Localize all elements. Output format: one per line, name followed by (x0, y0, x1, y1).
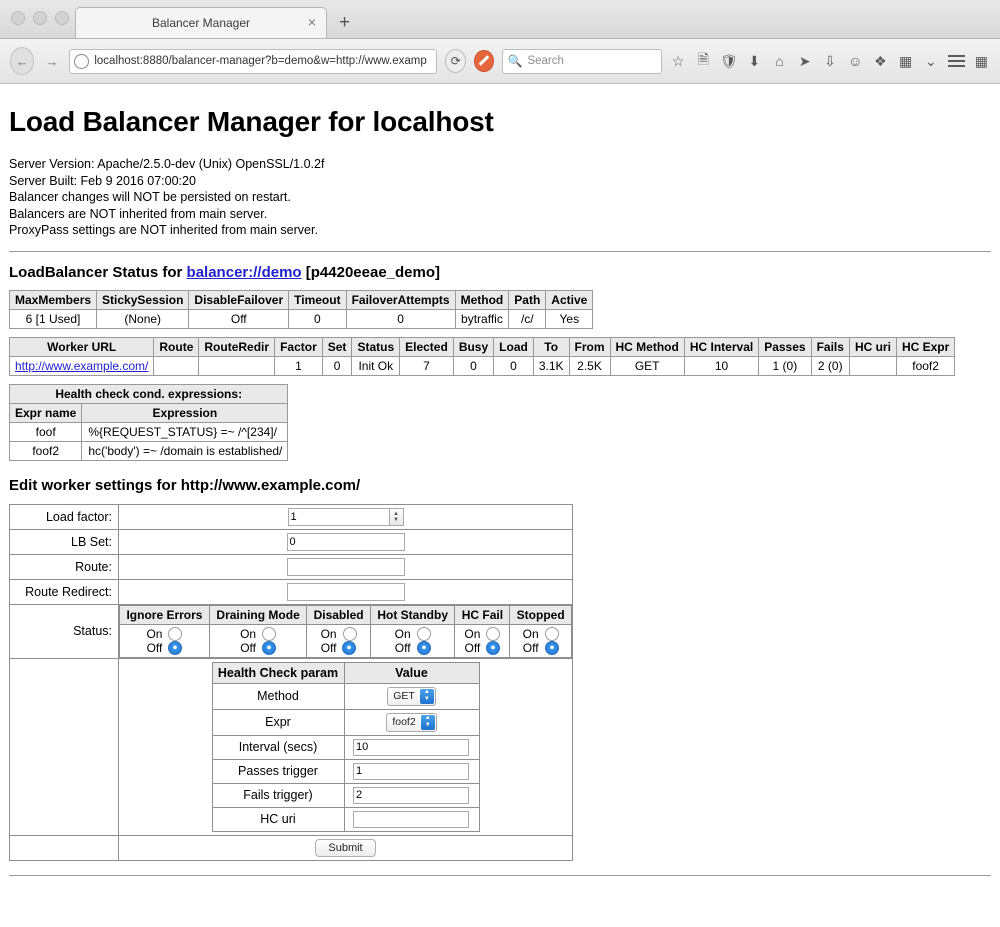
back-button[interactable]: ← (10, 47, 34, 75)
hc-param-fails-label: Fails trigger) (212, 783, 344, 807)
balancer-status-heading (9, 264, 991, 281)
table-row (212, 683, 479, 709)
hc-param-method-cell (344, 683, 479, 709)
td-maxmembers: 6 [1 Used] (10, 309, 97, 328)
load-factor-spinner-icon[interactable]: ▲ ▼ (390, 508, 404, 526)
th-hc-method: HC Method (610, 337, 684, 356)
th-failoverattempts: FailoverAttempts (346, 290, 455, 309)
th-hc-fail: HC Fail (455, 605, 510, 624)
address-bar[interactable] (69, 49, 437, 74)
balancer-table-header-row (10, 290, 593, 309)
hc-fail-on-radio[interactable] (486, 627, 500, 641)
hc-param-passes-cell (344, 759, 479, 783)
inherit-note: Balancers are NOT inherited from main server. (9, 206, 268, 221)
status-cell-hc-fail (455, 624, 510, 657)
draining-mode-on-radio[interactable] (262, 627, 276, 641)
td-hc-interval: 10 (684, 356, 758, 375)
draining-mode-off-radio[interactable] (262, 641, 276, 655)
reader-view-icon[interactable]: 🗎 (697, 51, 709, 67)
bookmark-star-icon[interactable]: ☆ (671, 52, 685, 69)
balancer-heading-prefix: LoadBalancer Status for (9, 263, 187, 281)
th-hot-standby: Hot Standby (370, 605, 455, 624)
ignore-errors-on-row[interactable] (126, 627, 203, 641)
th-path: Path (509, 290, 546, 309)
table-row (212, 783, 479, 807)
th-busy: Busy (453, 337, 493, 356)
submit-spacer-cell (10, 835, 119, 860)
hc-fail-on-row[interactable] (461, 627, 503, 641)
load-factor-label: Load factor: (10, 504, 119, 529)
load-factor-stepper[interactable] (288, 508, 404, 526)
server-built: Server Built: Feb 9 2016 07:00:20 (9, 173, 196, 188)
form-row-submit (10, 835, 573, 860)
table-row (212, 735, 479, 759)
table-row (10, 356, 955, 375)
search-input[interactable] (502, 49, 662, 74)
td-expression-foof2: hc('body') =~ /domain is established/ (82, 441, 288, 460)
hc-param-method-label: Method (212, 683, 344, 709)
hot-standby-off-row[interactable] (377, 641, 449, 655)
form-row-healthcheck (10, 658, 573, 835)
submit-cell (119, 835, 573, 860)
td-factor: 1 (275, 356, 323, 375)
hc-expr-value: foof2 (392, 716, 416, 728)
hc-passes-input[interactable] (353, 763, 469, 780)
status-cell-stopped (510, 624, 572, 657)
browser-toolbar (0, 39, 1000, 84)
td-expression-foof: %{REQUEST_STATUS} =~ /^[234]/ (82, 422, 288, 441)
route-redirect-label: Route Redirect: (10, 579, 119, 604)
table-row (212, 709, 479, 735)
edit-worker-form (9, 504, 573, 861)
td-expr-name-foof: foof (10, 422, 82, 441)
hc-interval-input[interactable] (353, 739, 469, 756)
healthcheck-expressions-table (9, 384, 288, 461)
close-window-button[interactable] (11, 11, 25, 25)
route-label: Route: (10, 554, 119, 579)
hc-fail-off-row[interactable] (461, 641, 503, 655)
th-maxmembers: MaxMembers (10, 290, 97, 309)
tab-strip (75, 0, 350, 38)
overflow-chevron-icon[interactable]: ⌄ (925, 52, 937, 69)
bottom-divider (9, 875, 991, 876)
route-cell (119, 554, 573, 579)
load-factor-cell (119, 504, 573, 529)
page-title: Load Balancer Manager for localhost (9, 106, 494, 137)
th-hc-value: Value (344, 662, 479, 683)
grid-icon[interactable]: ▦ (974, 52, 988, 69)
stopped-on-radio[interactable] (545, 627, 559, 641)
status-cell-disabled (307, 624, 371, 657)
status-radio-row (120, 624, 572, 657)
th-timeout: Timeout (289, 290, 346, 309)
hc-param-header-row (212, 662, 479, 683)
th-hc-interval: HC Interval (684, 337, 758, 356)
hc-fail-on-label: On (464, 626, 481, 641)
route-input[interactable] (287, 558, 405, 576)
status-header-row (120, 605, 572, 624)
th-stickysession: StickySession (97, 290, 189, 309)
server-info (9, 156, 991, 239)
td-timeout: 0 (289, 309, 346, 328)
hc-param-interval-cell (344, 735, 479, 759)
address-bar-text: localhost:8880/balancer-manager?b=demo&w=http://www.examp (94, 55, 427, 67)
page-content (0, 106, 1000, 876)
minimize-window-button[interactable] (33, 11, 47, 25)
hc-param-uri-label: HC uri (212, 807, 344, 831)
td-set: 0 (322, 356, 352, 375)
pocket-icon[interactable]: ⇩ (824, 52, 836, 69)
th-draining-mode: Draining Mode (209, 605, 306, 624)
balancer-table (9, 290, 593, 329)
worker-table-header-row (10, 337, 955, 356)
th-passes: Passes (759, 337, 811, 356)
reload-button[interactable]: ⟳ (445, 49, 466, 73)
hc-param-expr-label: Expr (212, 709, 344, 735)
th-route: Route (154, 337, 199, 356)
th-elected: Elected (400, 337, 454, 356)
status-label: Status: (10, 604, 119, 658)
draining-mode-off-label: Off (240, 640, 256, 655)
th-disablefailover: DisableFailover (189, 290, 289, 309)
hc-spacer-cell (10, 658, 119, 835)
td-route (154, 356, 199, 375)
stopped-off-row[interactable] (516, 641, 565, 655)
route-redirect-cell (119, 579, 573, 604)
th-fails: Fails (811, 337, 849, 356)
th-load: Load (494, 337, 534, 356)
stopped-on-row[interactable] (516, 627, 565, 641)
proxypass-note: ProxyPass settings are NOT inherited from main server. (9, 223, 318, 237)
submit-button[interactable]: Submit (315, 839, 375, 857)
chevron-updown-icon[interactable]: ▲ ▼ (421, 715, 435, 730)
form-row-lb-set (10, 529, 573, 554)
extension-icon[interactable]: ❖ (874, 52, 887, 69)
th-from: From (569, 337, 610, 356)
balancer-heading-suffix: [p4420eeae_demo] (301, 263, 440, 281)
stopped-off-label: Off (522, 640, 539, 655)
hc-method-select[interactable] (387, 687, 436, 706)
edit-worker-heading: Edit worker settings for http://www.example.com/ (9, 476, 361, 494)
td-routeredir (199, 356, 275, 375)
td-failoverattempts: 0 (346, 309, 455, 328)
draining-mode-off-row[interactable] (216, 641, 300, 655)
hot-standby-on-row[interactable] (377, 627, 449, 641)
td-to: 3.1K (533, 356, 569, 375)
th-active: Active (546, 290, 593, 309)
server-version: Server Version: Apache/2.5.0-dev (Unix) OpenSSL/1.0.2f (9, 157, 325, 171)
td-passes: 1 (0) (759, 356, 811, 375)
draining-mode-on-label: On (240, 626, 257, 641)
draining-mode-on-row[interactable] (216, 627, 300, 641)
td-load: 0 (494, 356, 534, 375)
library-icon[interactable]: ▦ (899, 52, 913, 69)
disabled-on-label: On (320, 626, 337, 641)
form-row-route (10, 554, 573, 579)
th-worker-url: Worker URL (10, 337, 154, 356)
worker-url-link[interactable]: http://www.example.com/ (15, 358, 149, 373)
form-row-load-factor (10, 504, 573, 529)
td-hc-method: GET (610, 356, 684, 375)
persist-note: Balancer changes will NOT be persisted on restart. (9, 190, 291, 204)
maximize-window-button[interactable] (55, 11, 69, 25)
tab-balancer-manager[interactable] (75, 7, 327, 38)
ignore-errors-on-radio[interactable] (168, 627, 182, 641)
chevron-updown-icon[interactable]: ▲ ▼ (420, 689, 434, 704)
th-method: Method (455, 290, 509, 309)
stopped-off-radio[interactable] (545, 641, 559, 655)
table-row (10, 441, 288, 460)
new-tab-button[interactable]: + (339, 12, 351, 33)
hc-param-uri-cell (344, 807, 479, 831)
td-path: /c/ (509, 309, 546, 328)
hc-fails-input[interactable] (353, 787, 469, 804)
ignore-errors-off-radio[interactable] (168, 641, 182, 655)
worker-table (9, 337, 955, 376)
th-expression: Expression (82, 403, 288, 422)
globe-icon (74, 54, 89, 69)
th-to: To (533, 337, 569, 356)
table-row (212, 807, 479, 831)
td-from: 2.5K (569, 356, 610, 375)
table-row (10, 309, 593, 328)
shield-icon[interactable]: 🛡 (719, 52, 738, 69)
window-controls[interactable] (11, 11, 69, 25)
th-status: Status (352, 337, 400, 356)
hot-standby-on-label: On (394, 626, 411, 641)
hc-param-passes-label: Passes trigger (212, 759, 344, 783)
td-active: Yes (546, 309, 593, 328)
disabled-on-radio[interactable] (343, 627, 357, 641)
send-icon[interactable]: ➤ (798, 52, 811, 69)
th-expr-name: Expr name (10, 403, 82, 422)
td-hc-expr: foof2 (896, 356, 954, 375)
load-factor-input[interactable] (288, 508, 390, 526)
hc-param-expr-cell (344, 709, 479, 735)
menu-icon[interactable] (947, 51, 964, 71)
hot-standby-off-radio[interactable] (417, 641, 431, 655)
smiley-icon[interactable]: ☺ (848, 53, 863, 69)
home-icon[interactable]: ⌂ (775, 53, 784, 69)
status-cell-ignore-errors (120, 624, 210, 657)
th-hc-param: Health Check param (212, 662, 344, 683)
th-stopped: Stopped (510, 605, 572, 624)
hc-header-row (10, 403, 288, 422)
lb-set-cell (119, 529, 573, 554)
status-cell-draining-mode (209, 624, 306, 657)
td-worker-url (10, 356, 154, 375)
td-expr-name-foof2: foof2 (10, 441, 82, 460)
disabled-off-radio[interactable] (342, 641, 356, 655)
tab-title: Balancer Manager (151, 16, 251, 30)
form-row-status (10, 604, 573, 658)
hc-caption-row (10, 384, 288, 403)
th-set: Set (322, 337, 352, 356)
browser-titlebar (0, 0, 1000, 39)
disabled-off-label: Off (320, 640, 337, 655)
block-icon[interactable] (474, 50, 493, 72)
stopped-on-label: On (522, 626, 539, 641)
td-status: Init Ok (352, 356, 400, 375)
route-redirect-input[interactable] (287, 583, 405, 601)
divider (9, 251, 991, 252)
disabled-off-row[interactable] (313, 641, 364, 655)
td-fails: 2 (0) (811, 356, 849, 375)
disabled-on-row[interactable] (313, 627, 364, 641)
table-row (212, 759, 479, 783)
td-disablefailover: Off (189, 309, 289, 328)
lb-set-label: LB Set: (10, 529, 119, 554)
hc-param-fails-cell (344, 783, 479, 807)
status-table (119, 605, 572, 658)
hc-fail-off-label: Off (464, 640, 481, 655)
hc-expr-select[interactable] (386, 713, 436, 732)
th-factor: Factor (275, 337, 323, 356)
th-disabled: Disabled (307, 605, 371, 624)
td-method: bytraffic (455, 309, 509, 328)
ignore-errors-on-label: On (146, 626, 163, 641)
search-placeholder: Search (527, 55, 564, 67)
hot-standby-on-radio[interactable] (417, 627, 431, 641)
balancer-link[interactable]: balancer://demo (186, 263, 302, 281)
forward-button[interactable]: → (45, 53, 59, 69)
tab-close-icon[interactable]: × (307, 14, 316, 30)
search-icon: 🔍 (507, 54, 523, 68)
hc-params-cell (119, 658, 573, 835)
hc-param-interval-label: Interval (secs) (212, 735, 344, 759)
hc-method-value: GET (393, 690, 415, 702)
hc-uri-input[interactable] (353, 811, 469, 828)
status-cell-hot-standby (370, 624, 455, 657)
table-row (10, 422, 288, 441)
hc-fail-off-radio[interactable] (486, 641, 500, 655)
td-busy: 0 (453, 356, 493, 375)
th-hc-expr: HC Expr (896, 337, 954, 356)
form-row-route-redirect (10, 579, 573, 604)
th-hc-uri: HC uri (849, 337, 896, 356)
hc-caption: Health check cond. expressions: (10, 384, 288, 403)
ignore-errors-off-row[interactable] (126, 641, 203, 655)
download-icon[interactable]: ⬇ (748, 52, 761, 69)
healthcheck-param-table (212, 662, 480, 832)
hot-standby-off-label: Off (394, 640, 411, 655)
td-elected: 7 (400, 356, 454, 375)
th-ignore-errors: Ignore Errors (120, 605, 210, 624)
lb-set-input[interactable] (287, 533, 405, 551)
th-routeredir: RouteRedir (199, 337, 275, 356)
status-cell (119, 604, 573, 658)
td-stickysession: (None) (97, 309, 189, 328)
ignore-errors-off-label: Off (146, 640, 163, 655)
td-hc-uri (849, 356, 896, 375)
